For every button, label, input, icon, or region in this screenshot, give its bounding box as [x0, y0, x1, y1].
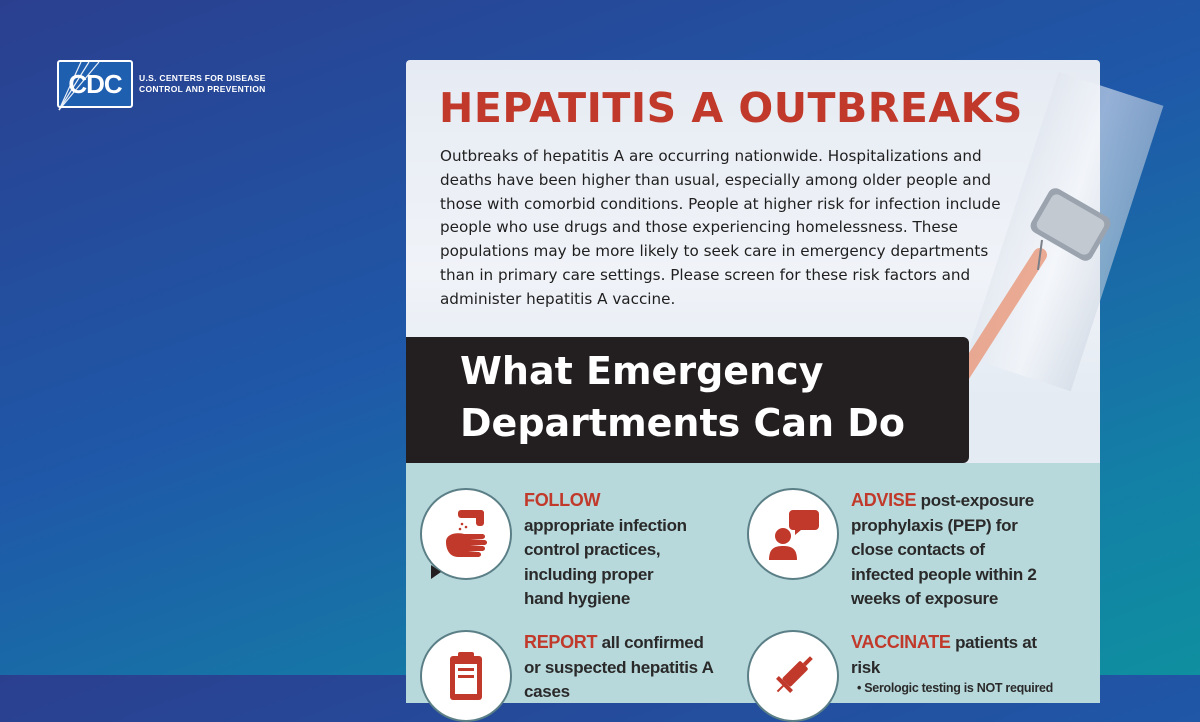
action-advise-text	[851, 488, 1041, 612]
action-vaccinate-bullet: • Serologic testing is NOT required	[857, 681, 1053, 695]
poster-title: HEPATITIS A OUTBREAKS	[439, 84, 1023, 132]
cdc-logo[interactable]	[57, 60, 266, 108]
pointer-arrow-icon	[431, 565, 441, 579]
person-speech-icon	[747, 488, 839, 580]
cdc-org-line2: CONTROL AND PREVENTION	[139, 84, 266, 94]
action-follow-verb: FOLLOW	[524, 490, 601, 510]
cdc-logo-mark	[57, 60, 133, 108]
action-vaccinate-text	[851, 630, 1061, 697]
poster-card	[406, 60, 1100, 701]
cdc-org-line1: U.S. CENTERS FOR DISEASE	[139, 73, 266, 83]
clipboard-icon	[420, 630, 512, 722]
action-vaccinate	[747, 630, 1061, 722]
action-vaccinate-rest: patients at risk	[851, 633, 1037, 677]
action-advise-rest: post-exposure prophylaxis (PEP) for close contacts of infected people within 2 weeks of exposure	[851, 491, 1037, 608]
action-follow-text	[524, 488, 694, 612]
action-vaccinate-verb: VACCINATE	[851, 632, 951, 652]
action-report	[420, 630, 724, 722]
action-report-verb: REPORT	[524, 632, 598, 652]
action-advise	[747, 488, 1041, 612]
action-advise-verb: ADVISE	[851, 490, 917, 510]
cdc-logo-text: CDC	[68, 68, 122, 99]
banner-line2: Departments Can Do	[460, 401, 905, 445]
banner-line1: What Emergency	[460, 349, 824, 393]
action-follow-rest: appropriate infection control practices, including proper hand hygiene	[524, 515, 687, 608]
action-report-text	[524, 630, 724, 705]
banner	[406, 337, 969, 463]
syringe-icon	[747, 630, 839, 722]
cdc-org-name	[139, 73, 266, 95]
banner-heading	[460, 345, 905, 449]
poster-intro: Outbreaks of hepatitis A are occurring nationwide. Hospitalizations and deaths have been higher than usual, especially among older people and those with comorbid conditions. People at higher risk for infection include people who use drugs and those experiencing homelessness. These populations may be more likely to seek care in emergency departments than in primary care settings. Please screen for these risk factors and administer hepatitis A vaccine.	[440, 147, 1001, 308]
action-follow	[420, 488, 694, 612]
action-report-rest: all confirmed or suspected hepatitis A cases	[524, 633, 713, 701]
